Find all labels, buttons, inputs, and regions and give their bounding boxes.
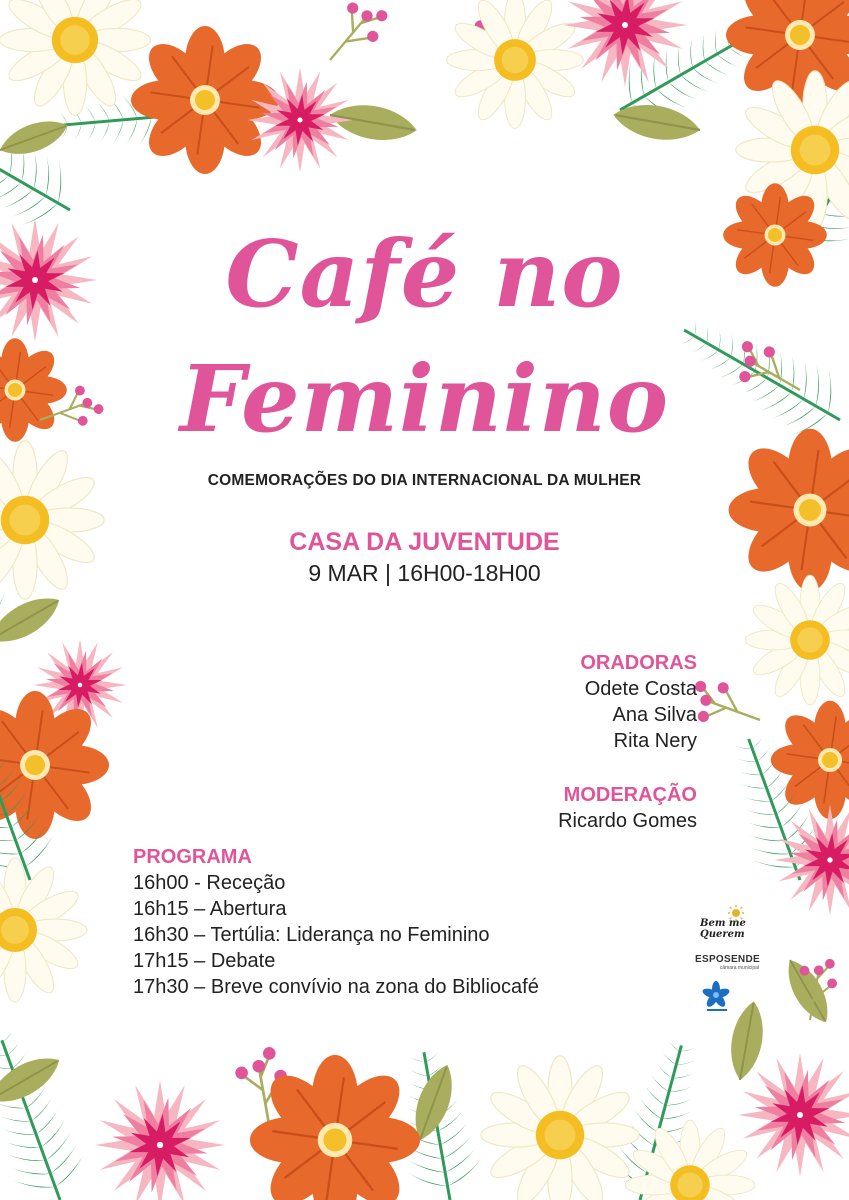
title-line-2: Feminino (179, 345, 670, 453)
bem-me-querem-text: Bem me Querem (700, 918, 746, 940)
olive-leaf (610, 98, 702, 146)
programme-item: 16h00 - Receção (133, 872, 286, 894)
white-daisy-flower (745, 575, 849, 705)
speaker-name: Ana Silva (612, 704, 697, 726)
pink-carnation-flower (738, 1053, 849, 1177)
white-daisy-flower (0, 0, 151, 116)
programme-item: 17h30 – Breve convívio na zona do Bibliocafé (133, 976, 539, 998)
moderator-name: Ricardo Gomes (558, 810, 697, 832)
programme-item: 17h15 – Debate (133, 950, 276, 972)
venue: CASA DA JUVENTUDE (289, 528, 560, 556)
blue-flower-logo (699, 980, 733, 1014)
pink-carnation-flower (774, 804, 849, 916)
orange-flower (771, 701, 849, 819)
speaker-name: Rita Nery (613, 730, 697, 752)
speaker-name: Odete Costa (584, 678, 697, 700)
orange-flower (131, 26, 279, 174)
fern-leaf (0, 1022, 96, 1200)
white-daisy-flower (447, 0, 584, 128)
berry-sprig (313, 0, 394, 75)
esposende-text: ESPOSENDE (695, 954, 760, 965)
programme-item: 16h15 – Abertura (133, 898, 287, 920)
bem-me-querem-logo (700, 904, 756, 944)
programme-heading: PROGRAMA (133, 846, 252, 868)
olive-leaf (327, 99, 419, 147)
speakers-section (580, 650, 697, 754)
pink-carnation-flower (95, 1080, 225, 1200)
pink-carnation-flower (247, 67, 352, 172)
white-daisy-flower (0, 858, 87, 1002)
white-daisy-flower (481, 1056, 639, 1200)
esposende-logo (693, 954, 759, 976)
event-datetime: 9 MAR | 16H00-18H00 (308, 560, 541, 586)
pink-carnation-flower (563, 0, 687, 87)
subtitle: COMEMORAÇÕES DO DIA INTERNACIONAL DA MULHER (207, 472, 642, 489)
blue-flower-icon (699, 980, 733, 1014)
programme-item: 16h30 – Tertúlia: Liderança no Feminino (133, 924, 490, 946)
title-line-1: Café no (225, 220, 624, 328)
moderation-heading: MODERAÇÃO (563, 784, 697, 806)
olive-leaf (0, 1047, 67, 1113)
moderation-section (558, 782, 697, 834)
speakers-heading: ORADORAS (580, 652, 697, 674)
esposende-subtitle: câmara municipal (719, 965, 759, 971)
olive-leaf (0, 113, 72, 163)
white-daisy-flower (625, 1120, 755, 1200)
programme-section (133, 844, 539, 1000)
olive-leaf (0, 587, 67, 653)
